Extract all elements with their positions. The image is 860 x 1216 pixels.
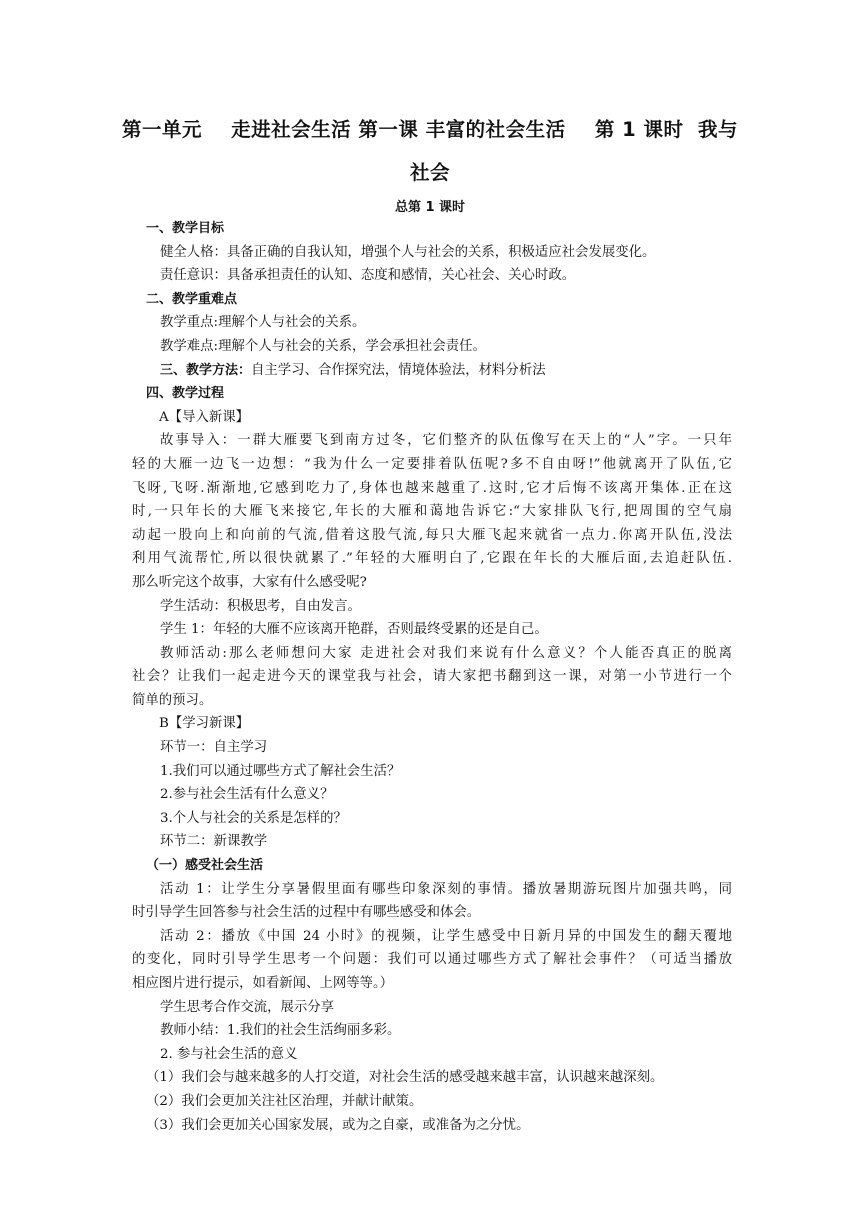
part-a-heading: A【导入新课】 [159, 409, 250, 425]
section-heading-methods: 三、教学方法： [160, 362, 252, 378]
section-heading-process: 四、教学过程 [146, 386, 225, 402]
activity-line: 相应图片进行提示，如看新闻、上网等等。） [132, 976, 394, 991]
paragraph: 教学重点:理解个人与社会的关系。 [160, 315, 366, 331]
document-body [132, 217, 732, 1137]
section-heading-key-points: 二、教学重难点 [146, 291, 238, 307]
meaning-item: （1）我们会与越来越多的人打交道，对社会生活的感受越来越丰富，认识越来越深刻。 [146, 1070, 664, 1086]
paragraph: 2. 参与社会生活的意义 [160, 1046, 298, 1062]
story-line: 那么听完这个故事，大家有什么感受呢? [132, 574, 367, 590]
part-b-heading: B【学习新课】 [159, 716, 250, 732]
paragraph: 环节一：自主学习 [160, 740, 268, 756]
question-item: 1.我们可以通过哪些方式了解社会生活？ [160, 763, 401, 779]
subsection-heading: （一）感受社会生活 [146, 858, 264, 874]
paragraph: 责任意识：具备承担责任的认知、态度和感情，关心社会、关心时政。 [160, 268, 576, 284]
activity-line: 时引导学生回答参与社会生活的过程中有哪些感受和体会。 [132, 905, 481, 921]
paragraph: 环节二：新课教学 [160, 834, 268, 850]
meaning-item: （2）我们会更加关注社区治理，并献计献策。 [146, 1093, 423, 1109]
story-line: 动起一股向上和向前的气流,借着这股气流,每只大雁飞起来就省一点力.你离开队伍,没法 [132, 527, 732, 543]
story-line: 故事导入：一群大雁要飞到南方过冬，它们整齐的队伍像写在天上的“人”字。一只年 [160, 433, 732, 449]
activity-line: 的变化，同时引导学生思考一个问题：我们可以通过哪些方式了解社会事件？（可适当播放 [132, 952, 732, 968]
meaning-item: （3）我们会更加关心国家发展，或为之自豪，或准备为之分忧。 [146, 1117, 530, 1133]
section-heading-goals: 一、教学目标 [146, 221, 225, 236]
paragraph: 学生思考合作交流，展示分享 [160, 999, 335, 1015]
teacher-line: 简单的预习。 [132, 692, 213, 708]
activity-line: 活动 1：让学生分享暑假里面有哪些印象深刻的事情。播放暑期游玩图片加强共鸣，同 [160, 881, 732, 897]
lesson-title-line-1: 第一单元 走进社会生活 第一课 丰富的社会生活 第 1 课时 我与 [121, 118, 739, 141]
activity-line: 活动 2：播放《中国 24 小时》的视频，让学生感受中日新月异的中国发生的翻天覆地 [160, 928, 732, 944]
paragraph: 学生 1：年轻的大雁不应该离开艳群，否则最终受累的还是自己。 [160, 622, 548, 638]
lesson-title-line-2: 社会 [409, 161, 450, 184]
paragraph: 教师小结：1.我们的社会生活绚丽多彩。 [160, 1023, 401, 1039]
question-item: 3.个人与社会的关系是怎样的？ [160, 810, 347, 826]
story-line: 利用气流帮忙,所以很快就累了.”年轻的大雁明白了,它跟在年长的大雁后面,去追赶队伍. [132, 551, 732, 567]
methods-line [132, 359, 732, 383]
teacher-line: 社会？让我们一起走进今天的课堂我与社会，请大家把书翻到这一课，对第一小节进行一个 [132, 669, 732, 685]
question-item: 2.参与社会生活有什么意义？ [160, 787, 334, 803]
paragraph: 学生活动：积极思考，自由发言。 [160, 598, 361, 614]
paragraph: 教学难点:理解个人与社会的关系，学会承担社会责任。 [160, 338, 486, 354]
teacher-line: 教师活动:那么老师想问大家 走进社会对我们来说有什么意义？个人能否真正的脱离 [160, 645, 732, 661]
paragraph: 健全人格：具备正确的自我认知，增强个人与社会的关系，积极适应社会发展变化。 [160, 244, 656, 260]
story-line: 时,一只年长的大雁飞来接它,年长的大雁和蔼地告诉它:“大家排队飞行,把周围的空气扇 [132, 504, 732, 520]
story-line: 轻的大雁一边飞一边想：“我为什么一定要排着队伍呢?多不自由呀!”他就离开了队伍,它 [132, 456, 732, 472]
lesson-subtitle: 总第 1 课时 [394, 200, 466, 215]
story-line: 飞呀,飞呀.渐渐地,它感到吃力了,身体也越来越重了.这时,它才后悔不该离开集体.正在这 [132, 480, 732, 496]
methods-text: 自主学习、合作探究法，情境体验法，材料分析法 [251, 362, 546, 378]
